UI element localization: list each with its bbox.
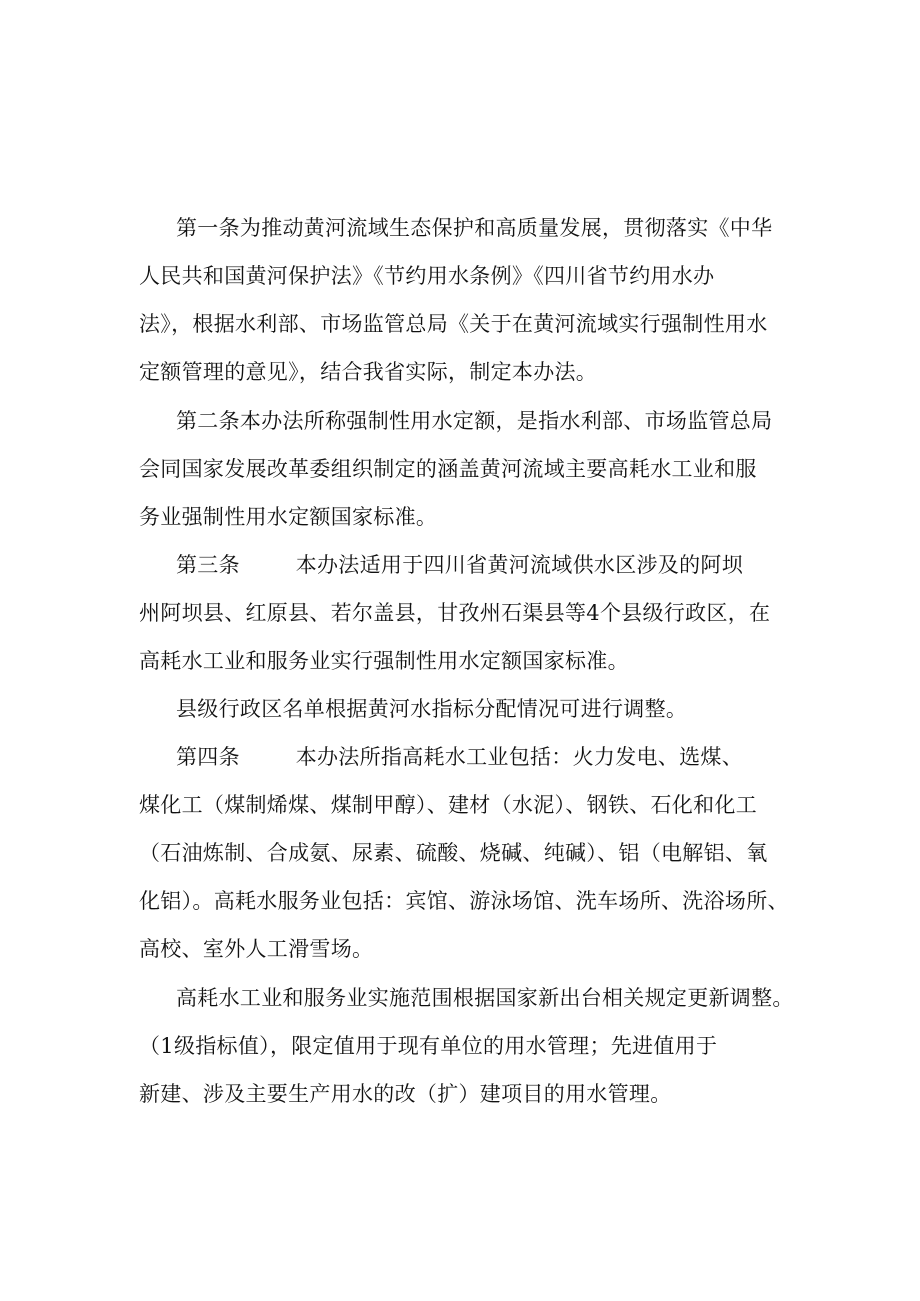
paragraph-line: 第一条为推动黄河流域生态保护和高质量发展，贯彻落实《中华 xyxy=(176,216,773,240)
paragraph-line: （1级指标值），限定值用于现有单位的用水管理；先进值用于 xyxy=(139,1034,718,1058)
paragraph-line: 高耗水工业和服务业实行强制性用水定额国家标准。 xyxy=(139,649,629,673)
paragraph-line: 定额管理的意见》，结合我省实际，制定本办法。 xyxy=(139,360,598,384)
paragraph-line: 人民共和国黄河保护法》《节约用水条例》《四川省节约用水办 xyxy=(139,264,715,288)
paragraph-line: 第四条 本办法所指高耗水工业包括：火力发电、选煤、 xyxy=(176,745,743,769)
paragraph-line: 高校、室外人工滑雪场。 xyxy=(139,937,374,961)
paragraph-line: 高耗水工业和服务业实施范围根据国家新出台相关规定更新调整。 xyxy=(176,986,794,1010)
paragraph-line: 新建、涉及主要生产用水的改（扩）建项目的用水管理。 xyxy=(139,1082,672,1106)
paragraph-line: 煤化工（煤制烯煤、煤制甲醇）、建材（水泥）、钢铁、石化和化工 xyxy=(139,793,757,817)
paragraph-line: （石油炼制、合成氨、尿素、硫酸、烧碱、纯碱）、铝（电解铝、氧 xyxy=(139,841,768,865)
paragraph-line: 法》，根据水利部、市场监管总局《关于在黄河流域实行强制性用水 xyxy=(139,312,768,336)
paragraph-line: 化铝）。高耗水服务业包括：宾馆、游泳场馆、洗车场所、洗浴场所、 xyxy=(139,889,789,913)
paragraph-line: 务业强制性用水定额国家标准。 xyxy=(139,505,438,529)
paragraph-line: 县级行政区名单根据黄河水指标分配情况可进行调整。 xyxy=(176,697,688,721)
paragraph-line: 州阿坝县、红原县、若尔盖县，甘孜州石渠县等4个县级行政区，在 xyxy=(139,601,771,625)
paragraph-line: 第三条 本办法适用于四川省黄河流域供水区涉及的阿坝 xyxy=(176,553,743,577)
paragraph-line: 会同国家发展改革委组织制定的涵盖黄河流域主要高耗水工业和服 xyxy=(139,457,757,481)
paragraph-line: 第二条本办法所称强制性用水定额，是指水利部、市场监管总局 xyxy=(176,409,773,433)
